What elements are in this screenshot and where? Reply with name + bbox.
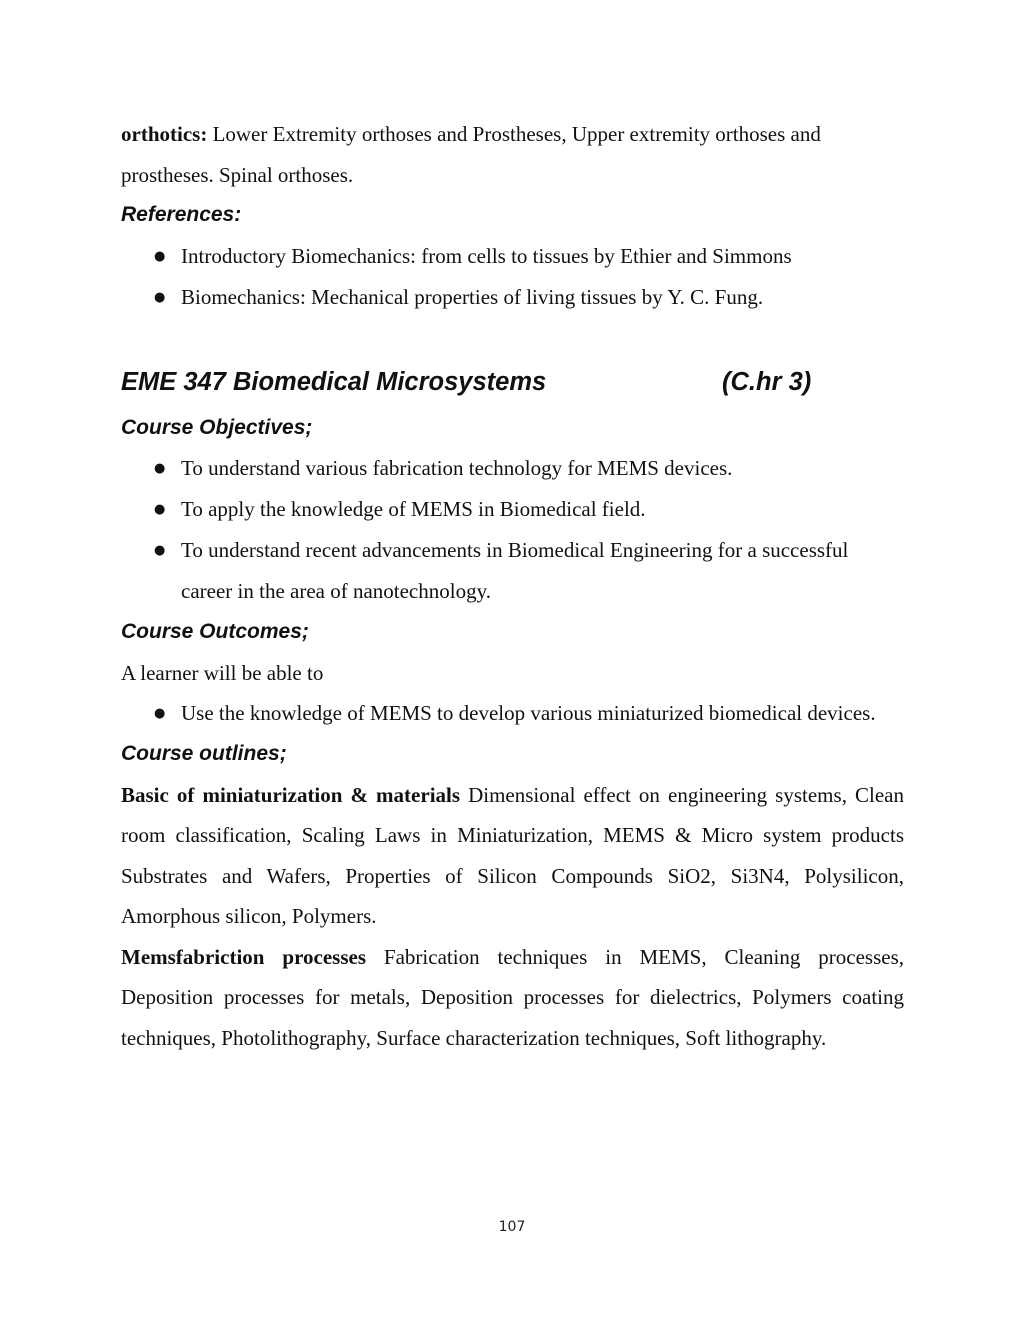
outcomes-heading: Course Outcomes; — [121, 620, 309, 643]
outlines-heading: Course outlines; — [121, 742, 287, 765]
references-list — [121, 236, 904, 318]
intro-lead: orthotics: — [121, 122, 208, 146]
intro-text: Lower Extremity orthoses and Prostheses, Upper extremity orthoses and prostheses. Spinal orthoses. — [121, 122, 821, 187]
bullet-icon: ● — [154, 706, 166, 721]
objectives-list — [121, 448, 904, 612]
credit-hours: (C.hr 3) — [722, 367, 812, 396]
bullet-icon: ● — [154, 543, 166, 558]
outcomes-list — [121, 693, 904, 734]
bullet-icon: ● — [154, 502, 166, 517]
course-title — [121, 356, 904, 408]
bullet-icon: ● — [154, 289, 166, 305]
bullet-icon: ● — [154, 248, 166, 264]
course-name: EME 347 Biomedical Microsystems — [121, 367, 547, 396]
outline-section-text: Dimensional effect on engineering systems, Clean room classification, Scaling Laws in Miniaturization, MEMS & Micro system products Substrates and Wafers, Properties of Silicon Compounds SiO2, Si3N4, Polysilicon, Amorphous silicon, Polymers. — [121, 782, 904, 928]
bullet-icon: ● — [154, 461, 166, 476]
outline-section-fabrication — [121, 937, 904, 1059]
list-item: ● Introductory Biomechanics: from cells to tissues by Ethier and Simmons — [121, 236, 904, 277]
intro-paragraph — [121, 114, 904, 195]
list-item: ● To understand various fabrication technology for MEMS devices. — [121, 448, 904, 489]
outline-section-title: Memsfabriction processes — [121, 944, 366, 969]
objectives-heading: Course Objectives; — [121, 415, 313, 439]
references-heading: References: — [121, 203, 242, 226]
section-spacer — [121, 318, 904, 356]
list-item: ● To apply the knowledge of MEMS in Biomedical field. — [121, 489, 904, 530]
list-item: ● Biomechanics: Mechanical properties of living tissues by Y. C. Fung. — [121, 277, 904, 318]
page-number: 107 — [498, 1219, 526, 1235]
outline-section-text: Fabrication techniques in MEMS, Cleaning processes, Deposition processes for metals, Deposition processes for dielectrics, Polymers coating techniques, Photolithography, Surface characterization techniques, Soft lithography. — [121, 944, 905, 1050]
list-item: ● To understand recent advancements in Biomedical Engineering for a successful career in the area of nanotechnology. — [121, 530, 904, 612]
outcomes-intro: A learner will be able to — [121, 660, 324, 685]
document-page — [121, 114, 904, 1058]
outline-section-title: Basic of miniaturization & materials — [121, 782, 461, 807]
outline-section-materials — [121, 775, 904, 937]
list-item: ● Use the knowledge of MEMS to develop various miniaturized biomedical devices. — [121, 693, 904, 734]
